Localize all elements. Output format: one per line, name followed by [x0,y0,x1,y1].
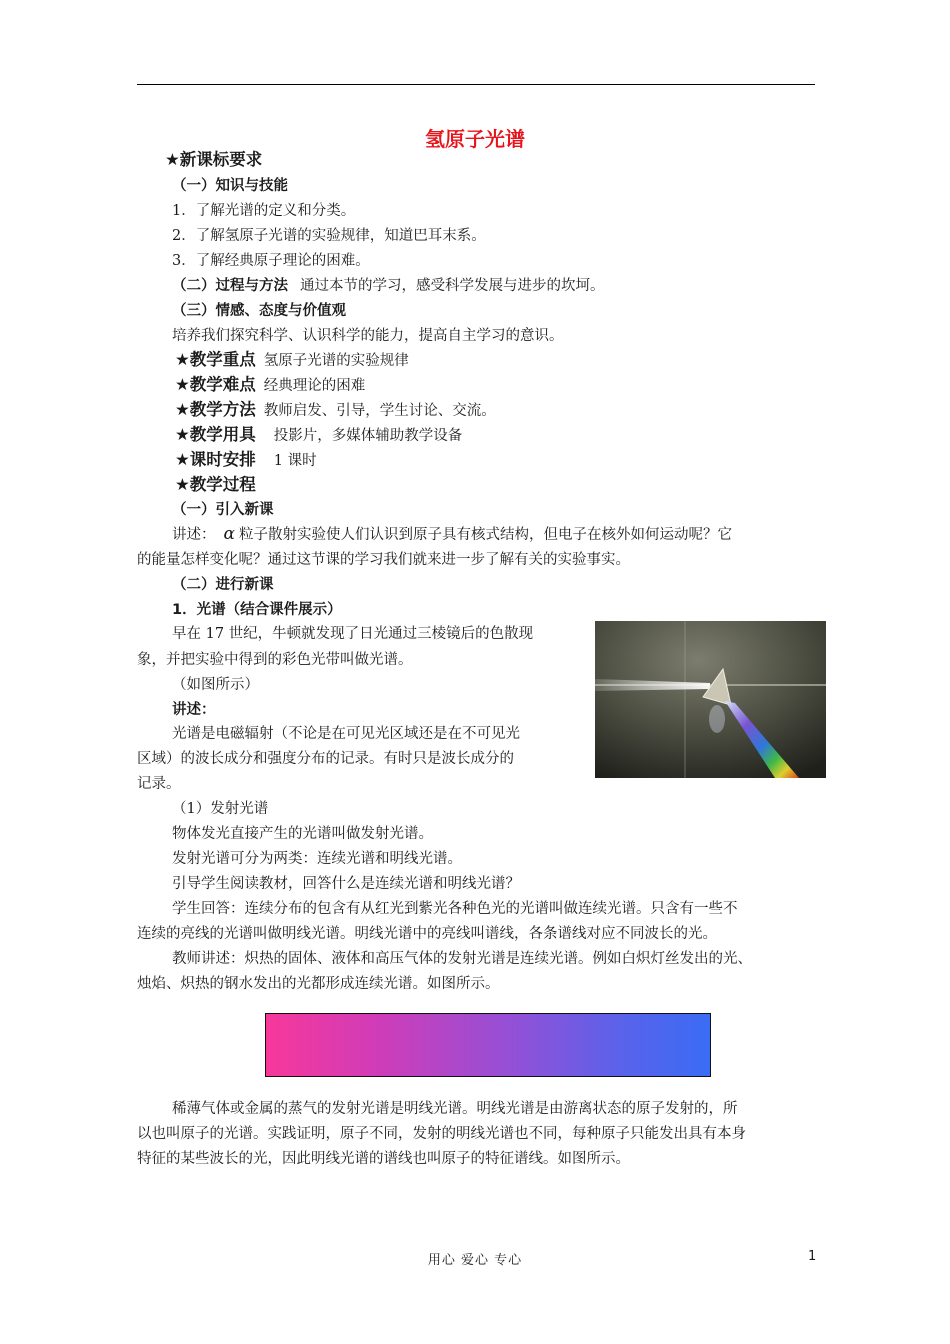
alpha-symbol: α [223,524,235,544]
star-icon: ★ [175,475,190,494]
star-icon: ★ [175,375,190,394]
paragraph-line: （如图所示） [172,677,259,693]
paragraph-line: 物体发光直接产生的光谱叫做发射光谱。 [172,826,433,842]
page-footer: 用心 爱心 专心 [427,1253,523,1268]
spectrum-heading: 1．光谱（结合课件展示） [172,602,342,618]
header-rule [137,84,815,85]
continuous-spectrum-figure [265,1013,711,1077]
standards-heading: ★新课标要求 [165,150,263,169]
paragraph-line: 以也叫原子的光谱。实践证明，原子不同，发射的明线光谱也不同，每种原子只能发出具有本身 [137,1126,746,1142]
goal1-item: 2．了解氢原子光谱的实验规律，知道巴耳末系。 [172,228,486,244]
paragraph-line: 记录。 [137,776,181,792]
paragraph-line: 特征的某些波长的光，因此明线光谱的谱线也叫原子的特征谱线。如图所示。 [137,1151,630,1167]
star-icon: ★ [175,450,190,469]
goal2-text: 通过本节的学习，感受科学发展与进步的坎坷。 [300,278,605,294]
paragraph-line: 烛焰、炽热的钢水发出的光都形成连续光谱。如图所示。 [137,976,500,992]
paragraph-line: 教师讲述：炽热的固体、液体和高压气体的发射光谱是连续光谱。例如白炽灯丝发出的光、 [172,951,752,967]
page-title: 氢原子光谱 [425,127,525,151]
point-row: ★课时安排 1 课时 [175,450,317,469]
process-heading: ★教学过程 [175,475,256,494]
emission-heading: （1）发射光谱 [172,801,269,817]
point-row: ★教学重点 氢原子光谱的实验规律 [175,350,409,369]
goal1-heading: （一）知识与技能 [172,178,288,194]
paragraph-line: 光谱是电磁辐射（不论是在可见光区域还是在不可见光 [172,726,520,742]
paragraph-line: 发射光谱可分为两类：连续光谱和明线光谱。 [172,851,462,867]
paragraph-line: 象，并把实验中得到的彩色光带叫做光谱。 [137,652,413,668]
star-icon: ★ [175,425,190,444]
goal3-text: 培养我们探究科学、认识科学的能力，提高自主学习的意识。 [172,328,564,344]
talk-label: 讲述： [172,702,216,718]
goal2-line [172,276,605,296]
intro-line: 讲述： α 粒子散射实验使人们认识到原子具有核式结构，但电子在核外如何运动呢？它 [172,524,732,544]
star-icon: ★ [175,400,190,419]
point-row: ★教学难点 经典理论的困难 [175,375,366,394]
goal1-item: 1．了解光谱的定义和分类。 [172,203,356,219]
paragraph-line: 引导学生阅读教材，回答什么是连续光谱和明线光谱？ [172,876,520,892]
new-heading: （二）进行新课 [172,577,274,593]
paragraph-line: 连续的亮线的光谱叫做明线光谱。明线光谱中的亮线叫谱线，各条谱线对应不同波长的光。 [137,926,717,942]
page-number: 1 [808,1249,817,1264]
star-icon: ★ [175,350,190,369]
paragraph-line: 早在 17 世纪，牛顿就发现了日光通过三棱镜后的色散现 [172,626,534,642]
paragraph-line: 区域）的波长成分和强度分布的记录。有时只是波长成分的 [137,751,514,767]
point-row: ★教学用具 投影片，多媒体辅助教学设备 [175,425,463,444]
paragraph-line: 学生回答：连续分布的包含有从红光到紫光各种色光的光谱叫做连续光谱。只含有一些不 [172,901,738,917]
prism-photo [595,621,826,778]
paragraph-line: 稀薄气体或金属的蒸气的发射光谱是明线光谱。明线光谱是由游离状态的原子发射的，所 [172,1101,738,1117]
goal2-heading: （二）过程与方法 [172,278,288,294]
intro-heading: （一）引入新课 [172,502,274,518]
intro-line: 的能量怎样变化呢？通过这节课的学习我们就来进一步了解有关的实验事实。 [137,552,630,568]
point-row: ★教学方法 教师启发、引导，学生讨论、交流。 [175,400,496,419]
goal1-item: 3．了解经典原子理论的困难。 [172,253,370,269]
star-icon: ★ [165,150,180,169]
goal3-heading: （三）情感、态度与价值观 [172,303,346,319]
